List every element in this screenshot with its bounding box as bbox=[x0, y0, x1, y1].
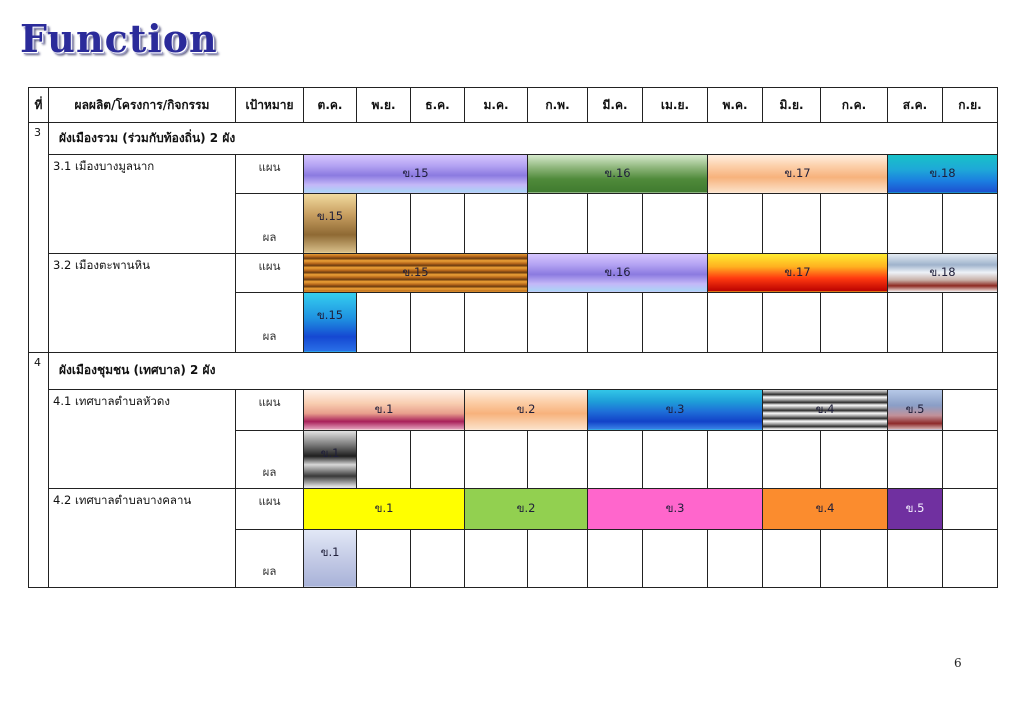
empty-cell bbox=[943, 193, 998, 253]
plan-bar: ข.15 bbox=[304, 253, 528, 292]
empty-cell bbox=[357, 529, 411, 587]
plan-bar: ข.1 bbox=[304, 488, 465, 529]
header-no: ที่ bbox=[29, 88, 49, 123]
result-bar: ข.15 bbox=[304, 292, 357, 352]
plan-bar: ข.17 bbox=[708, 253, 888, 292]
section-row bbox=[29, 352, 998, 389]
empty-cell bbox=[643, 430, 708, 488]
header-month-jan: ม.ค. bbox=[465, 88, 528, 123]
header-month-nov: พ.ย. bbox=[357, 88, 411, 123]
header-month-mar: มี.ค. bbox=[588, 88, 643, 123]
plan-bar: ข.2 bbox=[465, 488, 588, 529]
plan-bar: ข.1 bbox=[304, 389, 465, 430]
empty-cell bbox=[357, 292, 411, 352]
plan-bar: ข.3 bbox=[588, 389, 763, 430]
plan-bar: ข.5 bbox=[888, 488, 943, 529]
result-label: ผล bbox=[236, 430, 304, 488]
empty-cell bbox=[528, 529, 588, 587]
empty-cell bbox=[888, 529, 943, 587]
plan-bar: ข.4 bbox=[763, 488, 888, 529]
result-bar: ข.15 bbox=[304, 193, 357, 253]
section-number-cell bbox=[29, 154, 49, 352]
page-number: 6 bbox=[954, 656, 962, 670]
empty-cell bbox=[588, 292, 643, 352]
empty-cell bbox=[943, 292, 998, 352]
schedule-table bbox=[28, 87, 998, 588]
plan-bar: ข.2 bbox=[465, 389, 588, 430]
empty-cell bbox=[763, 430, 821, 488]
empty-cell bbox=[943, 430, 998, 488]
plan-row bbox=[29, 389, 998, 430]
empty-cell bbox=[528, 193, 588, 253]
header-item: ผลผลิต/โครงการ/กิจกรรม bbox=[49, 88, 236, 123]
empty-cell bbox=[528, 292, 588, 352]
empty-cell bbox=[763, 193, 821, 253]
empty-cell bbox=[465, 292, 528, 352]
empty-cell bbox=[528, 430, 588, 488]
empty-cell bbox=[643, 193, 708, 253]
header-month-jun: มิ.ย. bbox=[763, 88, 821, 123]
plan-label: แผน bbox=[236, 389, 304, 430]
empty-cell bbox=[465, 430, 528, 488]
empty-cell bbox=[943, 389, 998, 430]
plan-bar: ข.18 bbox=[888, 154, 998, 193]
header-month-dec: ธ.ค. bbox=[411, 88, 465, 123]
empty-cell bbox=[943, 488, 998, 529]
plan-bar: ข.15 bbox=[304, 154, 528, 193]
page-title: Function bbox=[20, 16, 218, 61]
empty-cell bbox=[763, 292, 821, 352]
empty-cell bbox=[643, 529, 708, 587]
empty-cell bbox=[588, 430, 643, 488]
plan-bar: ข.17 bbox=[708, 154, 888, 193]
empty-cell bbox=[821, 292, 888, 352]
header-month-feb: ก.พ. bbox=[528, 88, 588, 123]
section-number-cell bbox=[29, 389, 49, 587]
empty-cell bbox=[821, 430, 888, 488]
empty-cell bbox=[643, 292, 708, 352]
empty-cell bbox=[708, 430, 763, 488]
section-row bbox=[29, 123, 998, 155]
header-month-aug: ส.ค. bbox=[888, 88, 943, 123]
empty-cell bbox=[888, 430, 943, 488]
empty-cell bbox=[588, 193, 643, 253]
plan-bar: ข.16 bbox=[528, 253, 708, 292]
result-label: ผล bbox=[236, 193, 304, 253]
empty-cell bbox=[357, 430, 411, 488]
empty-cell bbox=[708, 193, 763, 253]
result-bar: ข.1 bbox=[304, 430, 357, 488]
empty-cell bbox=[943, 529, 998, 587]
section-title: ผังเมืองชุมชน (เทศบาล) 2 ผัง bbox=[49, 352, 998, 389]
empty-cell bbox=[411, 430, 465, 488]
header-month-sep: ก.ย. bbox=[943, 88, 998, 123]
plan-bar: ข.3 bbox=[588, 488, 763, 529]
plan-label: แผน bbox=[236, 154, 304, 193]
empty-cell bbox=[821, 193, 888, 253]
empty-cell bbox=[588, 529, 643, 587]
plan-bar: ข.5 bbox=[888, 389, 943, 430]
item-name: 4.1 เทศบาลตำบลหัวดง bbox=[49, 389, 236, 488]
header-month-apr: เม.ย. bbox=[643, 88, 708, 123]
empty-cell bbox=[465, 529, 528, 587]
empty-cell bbox=[411, 193, 465, 253]
result-bar: ข.1 bbox=[304, 529, 357, 587]
plan-row bbox=[29, 488, 998, 529]
empty-cell bbox=[411, 529, 465, 587]
header-month-may: พ.ค. bbox=[708, 88, 763, 123]
plan-row bbox=[29, 154, 998, 193]
empty-cell bbox=[888, 292, 943, 352]
plan-bar: ข.18 bbox=[888, 253, 998, 292]
empty-cell bbox=[821, 529, 888, 587]
result-label: ผล bbox=[236, 529, 304, 587]
result-label: ผล bbox=[236, 292, 304, 352]
empty-cell bbox=[357, 193, 411, 253]
item-name: 3.1 เมืองบางมูลนาก bbox=[49, 154, 236, 253]
item-name: 4.2 เทศบาลตำบลบางคลาน bbox=[49, 488, 236, 587]
header-target: เป้าหมาย bbox=[236, 88, 304, 123]
section-number: 4 bbox=[29, 352, 49, 389]
header-month-jul: ก.ค. bbox=[821, 88, 888, 123]
header-month-oct: ต.ค. bbox=[304, 88, 357, 123]
empty-cell bbox=[411, 292, 465, 352]
empty-cell bbox=[888, 193, 943, 253]
plan-bar: ข.16 bbox=[528, 154, 708, 193]
empty-cell bbox=[465, 193, 528, 253]
section-number: 3 bbox=[29, 123, 49, 155]
section-title: ผังเมืองรวม (ร่วมกับท้องถิ่น) 2 ผัง bbox=[49, 123, 998, 155]
item-name: 3.2 เมืองตะพานหิน bbox=[49, 253, 236, 352]
plan-bar: ข.4 bbox=[763, 389, 888, 430]
table-header-row bbox=[29, 88, 998, 123]
empty-cell bbox=[708, 529, 763, 587]
empty-cell bbox=[763, 529, 821, 587]
plan-label: แผน bbox=[236, 253, 304, 292]
plan-row bbox=[29, 253, 998, 292]
empty-cell bbox=[708, 292, 763, 352]
plan-label: แผน bbox=[236, 488, 304, 529]
